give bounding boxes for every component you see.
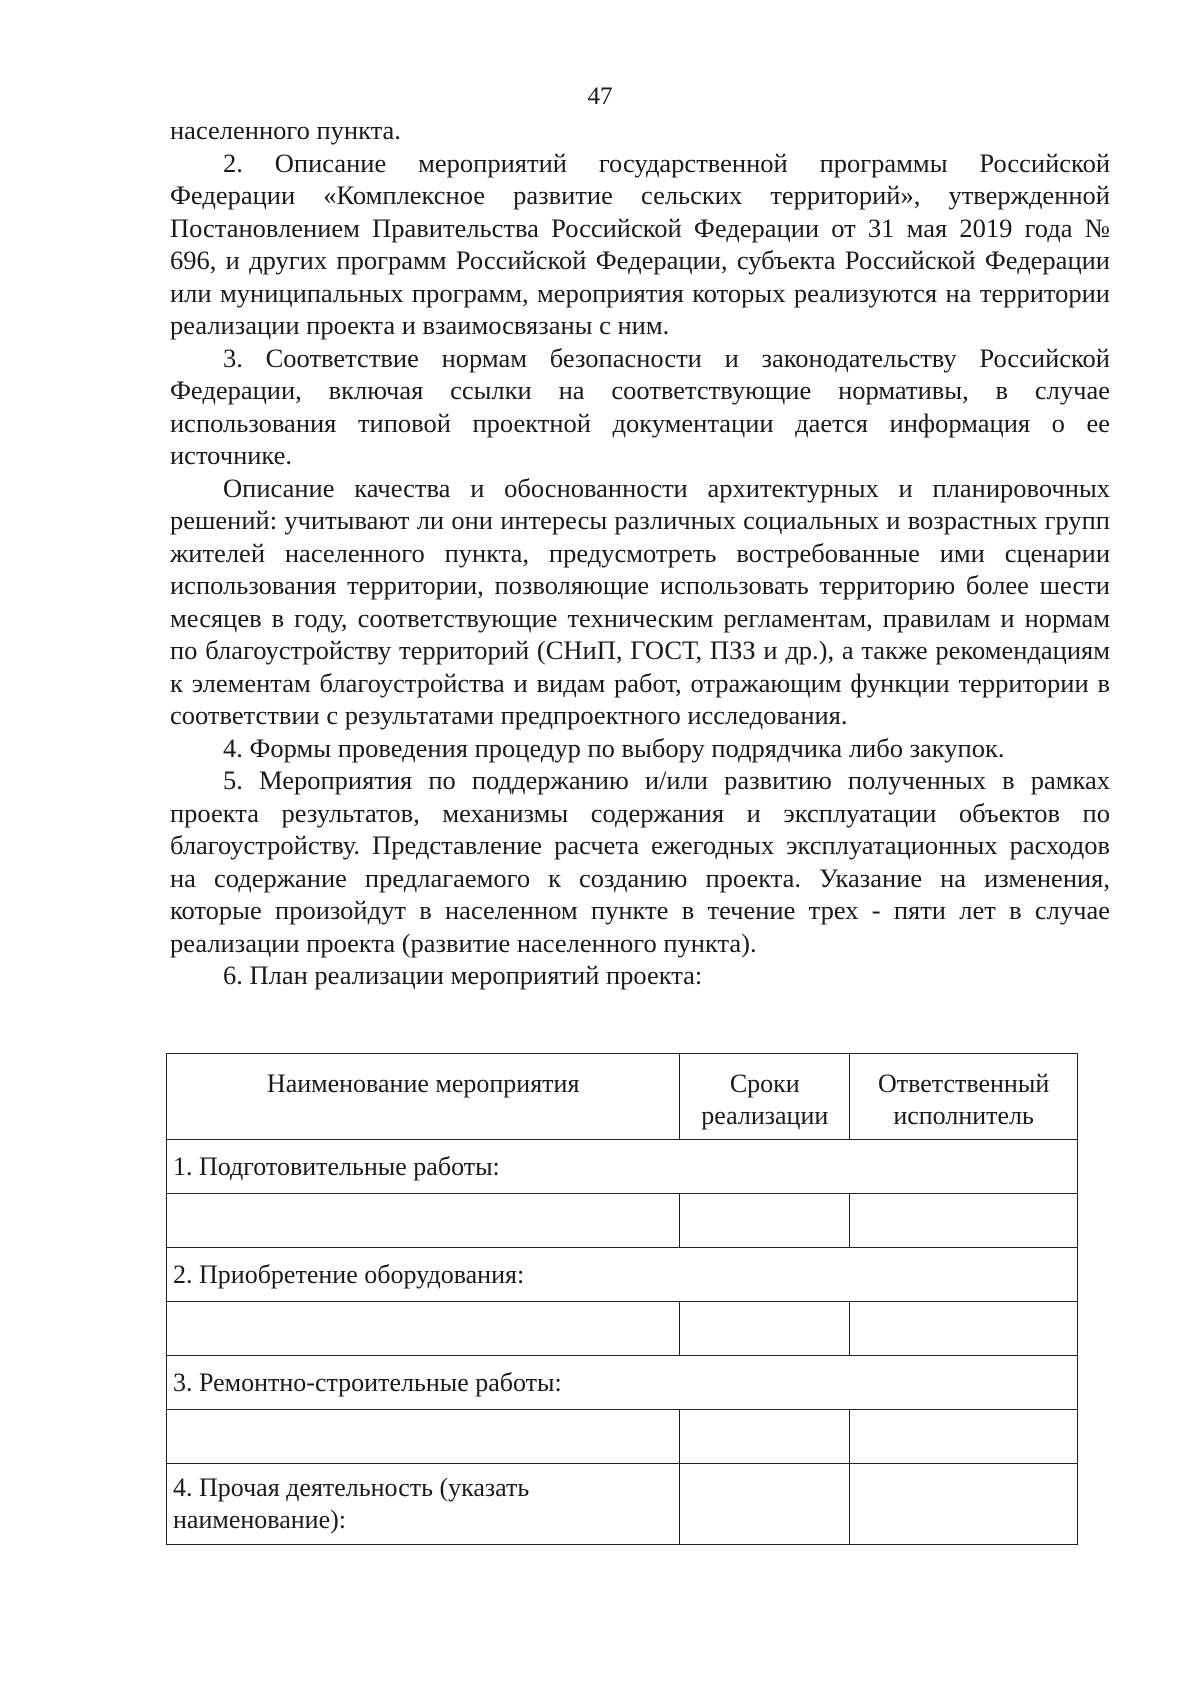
- paragraph-item-4: 4. Формы проведения процедур по выбору подрядчика либо закупок.: [223, 732, 1005, 763]
- section-equipment-purchase: 2. Приобретение оборудования:: [167, 1248, 1078, 1302]
- table-cell-empty: [850, 1302, 1078, 1356]
- table-cell-empty: [680, 1464, 850, 1545]
- table-cell-empty: [850, 1464, 1078, 1545]
- table-header-row: [167, 1054, 1078, 1140]
- header-term: Сроки реализации: [680, 1054, 850, 1140]
- table-section-row: [167, 1140, 1078, 1194]
- table-section-row: [167, 1356, 1078, 1410]
- table-cell-empty: [850, 1194, 1078, 1248]
- body-text: [170, 114, 1110, 992]
- table-cell-empty: [680, 1302, 850, 1356]
- table-row: [167, 1194, 1078, 1248]
- table-cell-empty: [167, 1410, 680, 1464]
- section-preparatory-works: 1. Подготовительные работы:: [167, 1140, 1078, 1194]
- table-cell-empty: [167, 1302, 680, 1356]
- table-row: [167, 1410, 1078, 1464]
- paragraph-item-2: 2. Описание мероприятий государственной программы Российской Федерации «Комплексное развитие сельских территорий», утвержденной Постановлением Правительства Российской Федерации от 31 мая 2019 года № 696, и других программ Российской Федерации, субъекта Российской Федерации или муниципальных программ, мероприятия которых реализуются на территории реализации проекта и взаимосвязаны с ним.: [170, 147, 1110, 340]
- header-event-name: Наименование мероприятия: [167, 1054, 680, 1140]
- paragraph-item-6: 6. План реализации мероприятий проекта:: [223, 960, 703, 990]
- table-row: [167, 1302, 1078, 1356]
- page-number: 47: [587, 83, 613, 110]
- paragraph-item-5: 5. Мероприятия по поддержанию и/или развитию полученных в рамках проекта результатов, механизмы содержания и эксплуатации объектов по благоустройству. Представление расчета ежегодных эксплуатационных расходов на содержание предлагаемого к созданию проекта. Указание на изменения, которые произойдут в населенном пункте в течение трех - пяти лет в случае реализации проекта (развитие населенного пункта).: [170, 765, 1110, 958]
- table-section-row: [167, 1248, 1078, 1302]
- table-cell-empty: [680, 1194, 850, 1248]
- paragraph-architecture-description: Описание качества и обоснованности архитектурных и планировочных решений: учитывают ли они интересы различных социальных и возрастных групп жителей населенного пункта, предусмотреть востребованные ими сценарии использования территории, позволяющие использовать территорию более шести месяцев в году, соответствующие техническим регламентам, правилам и нормам по благоустройству территорий (СНиП, ГОСТ, ПЗЗ и др.), а также рекомендациям к элементам благоустройства и видам работ, отражающим функции территории в соответствии с результатами предпроектного исследования.: [170, 472, 1110, 730]
- table-row: [167, 1464, 1078, 1545]
- header-executor: Ответственный исполнитель: [850, 1054, 1078, 1140]
- paragraph-continuation: населенного пункта.: [170, 115, 401, 145]
- table-cell-empty: [850, 1410, 1078, 1464]
- paragraph-item-3: 3. Соответствие нормам безопасности и законодательству Российской Федерации, включая ссылки на соответствующие нормативы, в случае использования типовой проектной документации дается информация о ее источнике.: [170, 342, 1110, 470]
- section-construction-works: 3. Ремонтно-строительные работы:: [167, 1356, 1078, 1410]
- table-cell-empty: [167, 1194, 680, 1248]
- section-other-activity: 4. Прочая деятельность (указать наименование):: [167, 1464, 680, 1545]
- implementation-plan-table: [166, 1053, 1078, 1545]
- table-cell-empty: [680, 1410, 850, 1464]
